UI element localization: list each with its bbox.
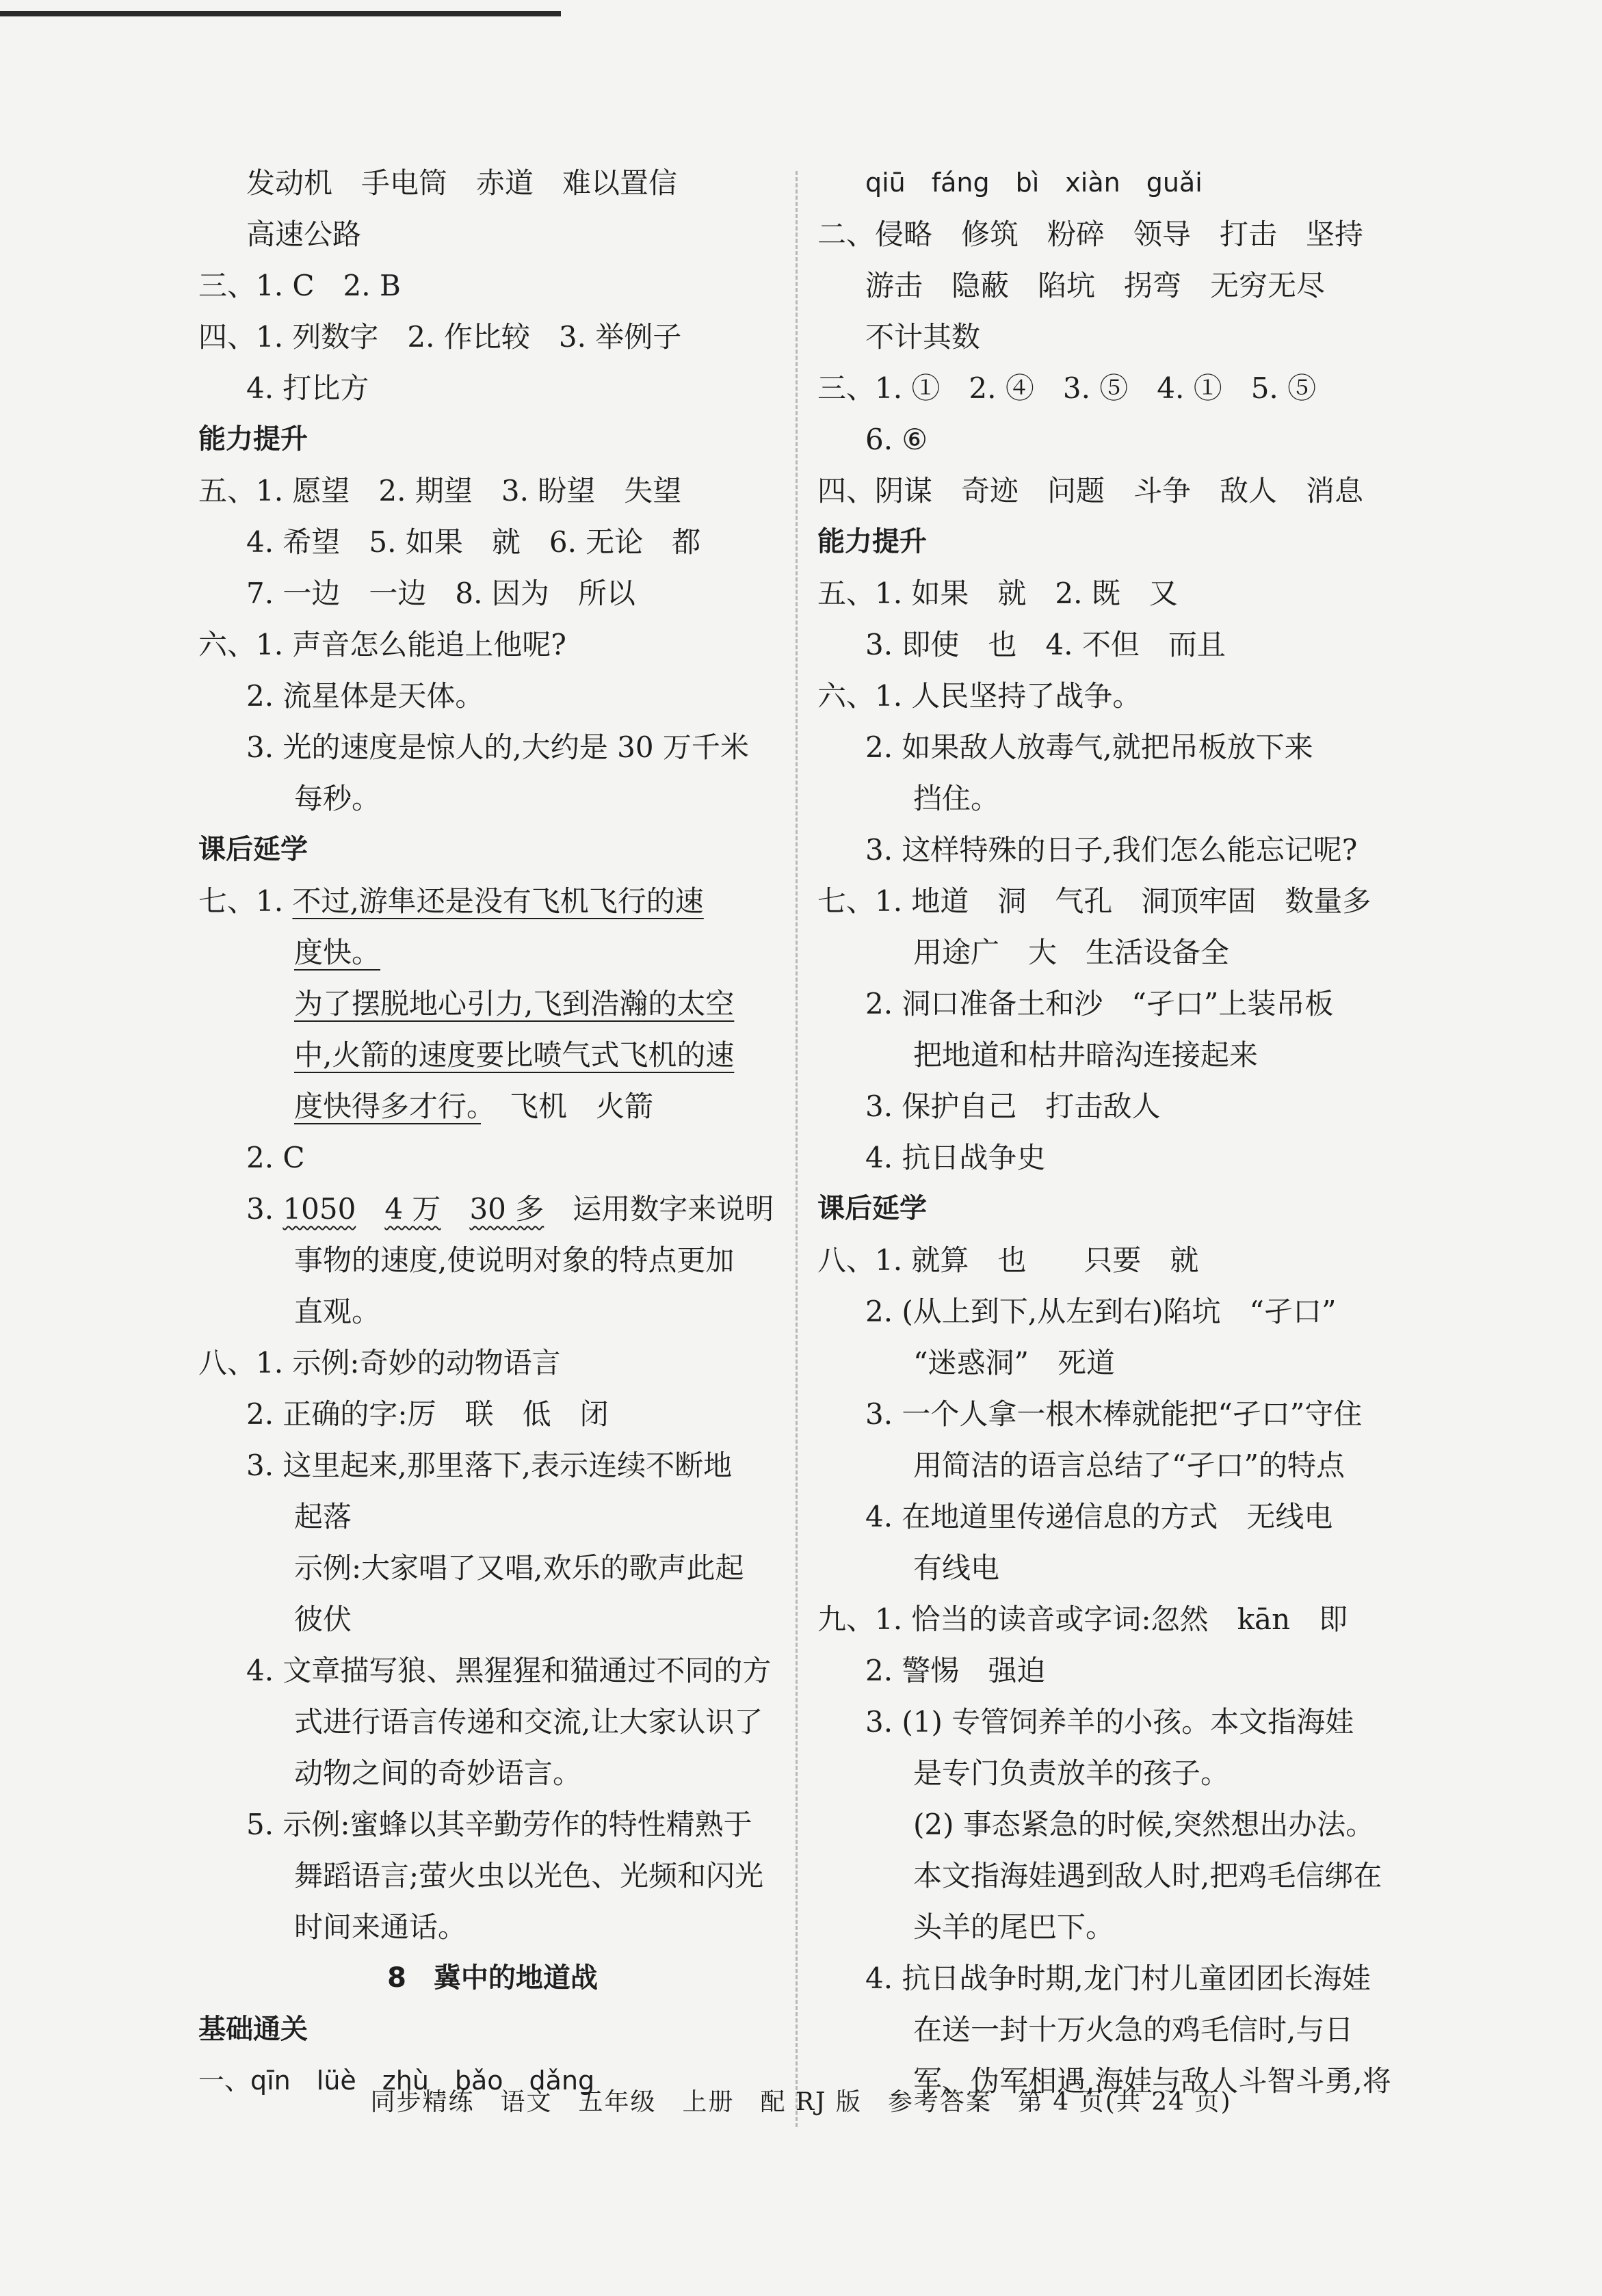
answer-line: 高速公路 [246, 217, 362, 251]
answer-line: 2. 如果敌人放毒气,就把吊板放下来 [865, 730, 1313, 764]
answer-line: 5. 示例:蜜蜂以其辛勤劳作的特性精熟于 [246, 1808, 752, 1841]
left-column [198, 157, 787, 2107]
answer-line: 有线电 [913, 1551, 1000, 1585]
top-rule [0, 11, 561, 16]
answer-line: 时间来通话。 [294, 1910, 467, 1944]
answer-line: 三、1. ① 2. ④ 3. ⑤ 4. ① 5. ⑤ [817, 371, 1317, 405]
answer-line: 7. 一边 一边 8. 因为 所以 [246, 577, 635, 610]
answer-line: 4. 打比方 [246, 371, 369, 405]
answer-line: 用简洁的语言总结了“孑口”的特点 [913, 1449, 1345, 1482]
answer-line: 3. 光的速度是惊人的,大约是 30 万千米 [246, 730, 749, 764]
wavy-underlined-number: 4 万 [384, 1192, 441, 1226]
answer-line: “迷惑洞” 死道 [913, 1346, 1115, 1380]
answer-line: 4. 在地道里传递信息的方式 无线电 [865, 1500, 1333, 1533]
underlined-answer: 为了摆脱地心引力,飞到浩瀚的太空 [294, 987, 735, 1020]
answer-line [198, 978, 787, 1029]
answer-line: 彼伏 [294, 1602, 352, 1636]
answer-line [198, 1081, 787, 1132]
answer-line [198, 1183, 787, 1235]
answer-line: 头羊的尾巴下。 [913, 1910, 1115, 1944]
answer-line: 3. (1) 专管饲养羊的小孩。本文指海娃 [865, 1705, 1354, 1739]
answer-line: 示例:大家唱了又唱,欢乐的歌声此起 [294, 1551, 744, 1585]
answer-line: 每秒。 [294, 782, 381, 815]
answer-line: (2) 事态紧急的时候,突然想出办法。 [913, 1808, 1375, 1841]
section-heading: 课后延学 [817, 1193, 927, 1224]
answer-line: 三、1. C 2. B [198, 269, 401, 302]
answer-line: 六、1. 人民坚持了战争。 [817, 679, 1142, 713]
answer-line: 3. 一个人拿一根木棒就能把“孑口”守住 [865, 1397, 1363, 1431]
answer-line: 起落 [294, 1500, 352, 1533]
section-heading: 基础通关 [198, 2014, 308, 2045]
item-number: 七、1. [198, 884, 293, 918]
section-heading: 能力提升 [198, 423, 308, 455]
answer-line: 2. (从上到下,从左到右)陷坑 “孑口” [865, 1295, 1337, 1328]
answer-line: 四、1. 列数字 2. 作比较 3. 举例子 [198, 320, 682, 354]
answer-line: 军、伪军相遇,海娃与敌人斗智斗勇,将 [913, 2064, 1391, 2098]
answer-line [198, 1029, 787, 1081]
answer-line: 七、1. 地道 洞 气孔 洞顶牢固 数量多 [817, 884, 1371, 918]
answer-line: 九、1. 恰当的读音或字词:忽然 kān 即 [817, 1602, 1348, 1636]
answer-line: 3. 这里起来,那里落下,表示连续不断地 [246, 1449, 733, 1482]
answer-line: 在送一封十万火急的鸡毛信时,与日 [913, 2013, 1354, 2046]
answer-line: 四、阴谋 奇迹 问题 斗争 敌人 消息 [817, 474, 1364, 507]
answer-line: 直观。 [294, 1295, 381, 1328]
answer-line: 3. 这样特殊的日子,我们怎么能忘记呢? [865, 833, 1358, 867]
answer-line: 五、1. 如果 就 2. 既 又 [817, 577, 1178, 610]
answer-line: 4. 抗日战争时期,龙门村儿童团团长海娃 [865, 1962, 1371, 1995]
answer-line: 4. 希望 5. 如果 就 6. 无论 都 [246, 525, 701, 559]
answer-line [198, 927, 787, 978]
answer-line [198, 875, 787, 927]
answer-line: 4. 抗日战争史 [865, 1141, 1046, 1174]
answer-line: 4. 文章描写狼、黑猩猩和猫通过不同的方 [246, 1654, 772, 1687]
page-footer: 同步精练 语文 五年级 上册 配 RJ 版 参考答案 第 4 页(共 24 页) [370, 2088, 1232, 2116]
lesson-title: 8 冀中的地道战 [387, 1962, 598, 1994]
right-column [817, 157, 1426, 2107]
answer-line: 用途广 大 生活设备全 [913, 936, 1230, 969]
answer-line: 2. 洞口准备土和沙 “孑口”上装吊板 [865, 987, 1334, 1020]
underlined-answer: 度快得多才行。 [294, 1090, 482, 1123]
underlined-answer: 度快。 [294, 936, 381, 969]
underlined-answer: 不过,游隼还是没有飞机飞行的速 [292, 884, 704, 918]
wavy-underlined-number: 30 多 [469, 1192, 544, 1226]
answer-line: 事物的速度,使说明对象的特点更加 [294, 1243, 735, 1277]
answer-line: 2. 警惕 强迫 [865, 1654, 1046, 1687]
answer-line: 不计其数 [865, 320, 981, 354]
answer-line: 3. 保护自己 打击敌人 [865, 1090, 1161, 1123]
answer-line: 本文指海娃遇到敌人时,把鸡毛信绑在 [913, 1859, 1382, 1892]
answer-line: 式进行语言传递和交流,让大家认识了 [294, 1705, 763, 1739]
wavy-underlined-number: 1050 [283, 1192, 356, 1226]
answer-line: 挡住。 [913, 782, 1000, 815]
answer-line: 3. 即使 也 4. 不但 而且 [865, 628, 1226, 661]
section-heading: 课后延学 [198, 834, 308, 865]
answer-line: 舞蹈语言;萤火虫以光色、光频和闪光 [294, 1859, 764, 1892]
pinyin-line: qiū fáng bì xiàn guǎi [865, 168, 1203, 198]
answer-line: 二、侵略 修筑 粉碎 领导 打击 坚持 [817, 217, 1364, 251]
answer-line: 6. ⑥ [865, 423, 928, 456]
answer-line: 八、1. 就算 也 只要 就 [817, 1243, 1199, 1277]
answer-line: 八、1. 示例:奇妙的动物语言 [198, 1346, 561, 1380]
underlined-answer: 中,火箭的速度要比喷气式飞机的速 [294, 1038, 735, 1072]
answer-line: 六、1. 声音怎么能追上他呢? [198, 628, 566, 661]
answer-line: 动物之间的奇妙语言。 [294, 1756, 582, 1790]
column-divider [796, 171, 798, 2127]
answer-line: 是专门负责放羊的孩子。 [913, 1756, 1230, 1790]
section-heading: 能力提升 [817, 526, 927, 557]
answer-line: 2. 流星体是天体。 [246, 679, 484, 713]
answer-line: 2. C [246, 1141, 305, 1174]
item-number: 3. [246, 1192, 283, 1226]
answer-line: 把地道和枯井暗沟连接起来 [913, 1038, 1259, 1072]
answer-line: 发动机 手电筒 赤道 难以置信 [246, 166, 678, 200]
answer-text: 运用数字来说明 [573, 1192, 774, 1226]
pinyin-line: 一、qīn lüè zhù bǎo dǎng [198, 2066, 595, 2096]
answer-line: 游击 隐蔽 陷坑 拐弯 无穷无尽 [865, 269, 1326, 302]
answer-text: 飞机 火箭 [481, 1090, 654, 1123]
answer-line: 五、1. 愿望 2. 期望 3. 盼望 失望 [198, 474, 682, 507]
answer-line: 2. 正确的字:厉 联 低 闭 [246, 1397, 609, 1431]
